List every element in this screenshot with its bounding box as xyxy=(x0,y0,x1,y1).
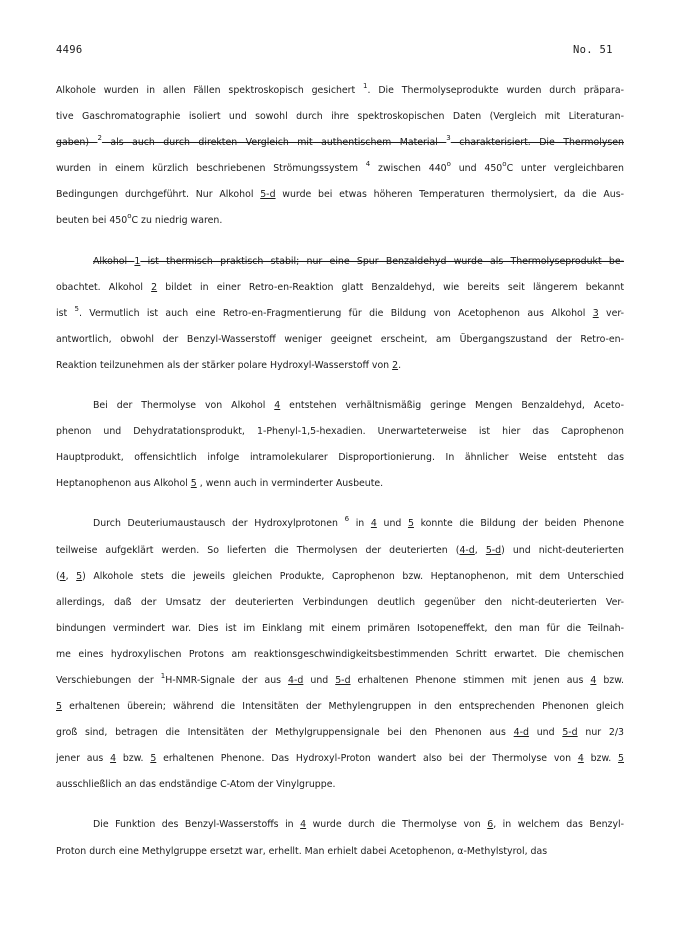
text-run: , xyxy=(474,544,486,556)
text-run: Durch Deuteriumaustausch der Hydroxylprotonen xyxy=(93,518,345,530)
text-run: erhaltenen Phenone stimmen mit jenen aus xyxy=(350,674,591,686)
superscript: 3 xyxy=(446,134,451,143)
text-run: bzw. xyxy=(596,674,624,686)
text-run: in xyxy=(349,518,371,530)
text-line xyxy=(56,419,624,445)
text-run: zwischen 440 xyxy=(370,163,447,175)
text-run: beuten bei 450 xyxy=(56,215,128,227)
text-run: und xyxy=(376,518,408,530)
text-line xyxy=(56,616,624,642)
text-line xyxy=(56,393,624,419)
paragraph xyxy=(56,78,624,235)
paragraph xyxy=(56,249,624,379)
text-run: bzw. xyxy=(583,753,619,765)
text-run: allerdings, daß der Umsatz der deuterierten Verbindungen deutlich gegenüber den nicht-deuterierten Ver- xyxy=(56,596,624,608)
superscript: 1 xyxy=(160,671,166,680)
text-line xyxy=(56,445,624,471)
compound-reference: 4-d xyxy=(288,674,304,686)
text-run: Heptanophenon aus Alkohol xyxy=(56,478,191,490)
text-run: . xyxy=(398,359,402,371)
text-run: , xyxy=(65,570,77,582)
compound-reference: 5-d xyxy=(562,727,578,739)
text-line xyxy=(56,249,624,275)
text-run: bindungen vermindert war. Dies ist im Einklang mit einem primären Isotopeneffekt, den man für die Teilnah- xyxy=(56,622,624,634)
text-line xyxy=(56,301,624,327)
compound-reference: 4-d xyxy=(459,544,475,556)
compound-reference: 4 xyxy=(300,819,307,831)
text-run: und 450 xyxy=(450,163,503,175)
compound-reference: 5 xyxy=(190,478,197,490)
text-run: ) und nicht-deuterierten xyxy=(501,544,624,556)
compound-reference: 5 xyxy=(56,701,62,713)
text-line xyxy=(56,694,624,720)
text-line xyxy=(56,668,624,694)
compound-reference: 5-d xyxy=(260,189,276,201)
text-run: ist thermisch praktisch stabil; nur eine Spur Benzaldehyd wurde als Thermolyseprodukt be- xyxy=(140,255,624,267)
text-run: gaben) xyxy=(56,137,98,149)
text-run: erhaltenen Phenone. Das Hydroxyl-Proton wandert also bei der Thermolyse von xyxy=(156,753,578,765)
text-run: antwortlich, obwohl der Benzyl-Wasserstoff weniger geeignet erscheint, am Übergangszustand der Retro-en- xyxy=(56,333,624,345)
text-run: Die Funktion des Benzyl-Wasserstoffs in xyxy=(93,819,301,831)
text-run: ausschließlich an das endständige C-Atom der Vinylgruppe. xyxy=(56,779,336,791)
text-run: und xyxy=(528,727,563,739)
compound-reference: 4 xyxy=(59,570,66,582)
compound-reference: 4-d xyxy=(513,727,529,739)
text-run: charakterisiert. Die Thermolysen xyxy=(450,137,624,149)
text-run: und xyxy=(303,674,336,686)
compound-reference: 2 xyxy=(151,281,158,293)
text-line xyxy=(56,564,624,590)
text-line xyxy=(56,746,624,772)
text-run: Hauptprodukt, offensichtlich infolge intramolekularer Disproportionierung. In ähnlicher Weise entsteht das xyxy=(56,452,624,464)
text-run: C zu niedrig waren. xyxy=(131,215,223,227)
text-run: bildet in einer Retro-en-Reaktion glatt Benzaldehyd, wie bereits seit längerem bekannt xyxy=(157,281,624,293)
superscript: 6 xyxy=(344,515,350,524)
superscript: 4 xyxy=(365,160,371,169)
text-run: bzw. xyxy=(116,753,151,765)
text-run: Alkohol xyxy=(93,255,135,267)
text-line xyxy=(56,471,624,497)
text-line xyxy=(56,78,624,104)
text-run: wurde durch die Thermolyse von xyxy=(306,819,488,831)
text-run: ist xyxy=(56,307,75,319)
compound-reference: 4 xyxy=(110,753,117,765)
text-run: teilweise aufgeklärt werden. So lieferten die Thermolysen der deuterierten ( xyxy=(56,544,460,556)
text-line xyxy=(56,130,624,156)
text-run: wurden in einem kürzlich beschriebenen Strömungssystem xyxy=(56,163,366,175)
text-run: . Vermutlich ist auch eine Retro-en-Fragmentierung für die Bildung von Acetophenon aus Alkohol xyxy=(78,307,593,319)
superscript: o xyxy=(446,160,451,169)
compound-reference: 5 xyxy=(76,570,83,582)
text-line xyxy=(56,720,624,746)
text-run: Bei der Thermolyse von Alkohol xyxy=(93,400,275,412)
text-line xyxy=(56,772,624,798)
compound-reference: 2 xyxy=(392,359,399,371)
text-run: ver- xyxy=(598,307,624,319)
compound-reference: 4 xyxy=(577,753,584,765)
page-number: 4496 xyxy=(56,44,83,56)
text-line xyxy=(56,182,624,208)
text-line xyxy=(56,327,624,353)
text-line xyxy=(56,590,624,616)
text-line xyxy=(56,353,624,379)
compound-reference: 4 xyxy=(590,674,597,686)
text-run: Verschiebungen der xyxy=(56,674,161,686)
body-text xyxy=(56,78,624,879)
text-line xyxy=(56,538,624,564)
paragraph xyxy=(56,812,624,864)
text-line xyxy=(56,642,624,668)
text-run: erhaltenen überein; während die Intensitäten der Methylengruppen in den entsprechenden Phenonen gleich xyxy=(61,701,624,713)
issue-number: No. 51 xyxy=(573,44,613,56)
superscript: o xyxy=(127,212,132,221)
text-line xyxy=(56,104,624,130)
text-run: . Die Thermolyseprodukte wurden durch präpara- xyxy=(367,85,624,96)
compound-reference: 5 xyxy=(407,518,414,530)
text-run: Alkohole wurden in allen Fällen spektroskopisch gesichert xyxy=(56,85,364,96)
compound-reference: 4 xyxy=(370,518,377,530)
compound-reference: 6 xyxy=(487,819,494,831)
text-line xyxy=(56,839,624,865)
text-run: ( xyxy=(56,570,60,582)
text-run: Proton durch eine Methylgruppe ersetzt war, erhellt. Man erhielt dabei Acetophenon, α-Methylstyrol, das xyxy=(56,845,548,857)
text-run: konnte die Bildung der beiden Phenone xyxy=(413,518,624,530)
text-run: , wenn auch in verminderter Ausbeute. xyxy=(196,478,384,490)
text-run: Reaktion teilzunehmen als der stärker polare Hydroxyl-Wasserstoff von xyxy=(56,359,393,371)
text-line xyxy=(56,812,624,838)
text-run: H-NMR-Signale der aus xyxy=(165,674,289,686)
paragraph xyxy=(56,393,624,497)
text-line xyxy=(56,156,624,182)
compound-reference: 4 xyxy=(274,400,281,412)
text-run: entstehen verhältnismäßig geringe Mengen Benzaldehyd, Aceto- xyxy=(280,400,624,412)
text-run: obachtet. Alkohol xyxy=(56,281,152,293)
paragraph xyxy=(56,511,624,798)
text-run: ) Alkohole stets die jeweils gleichen Produkte, Caprophenon bzw. Heptanophenon, mit dem Unterschied xyxy=(82,570,624,582)
text-run: jener aus xyxy=(56,753,111,765)
superscript: 1 xyxy=(363,82,368,90)
text-run: als auch durch direkten Vergleich mit authentischem Material xyxy=(101,137,447,149)
text-run: nur 2/3 xyxy=(577,727,624,739)
text-run: phenon und Dehydratationsprodukt, 1-Phenyl-1,5-hexadien. Unerwarteterweise ist hier das Caprophenon xyxy=(56,426,624,438)
text-run: , in welchem das Benzyl- xyxy=(493,819,624,831)
compound-reference: 5-d xyxy=(485,544,502,556)
text-run: groß sind, betragen die Intensitäten der Methylgruppensignale bei den Phenonen aus xyxy=(56,727,514,739)
superscript: o xyxy=(502,160,507,169)
superscript: 2 xyxy=(97,134,102,143)
text-line xyxy=(56,208,624,234)
compound-reference: 3 xyxy=(592,307,599,319)
text-run: me eines hydroxylischen Protons am reaktionsgeschwindigkeitsbestimmenden Schritt erwartet. Die chemischen xyxy=(56,648,624,660)
text-line xyxy=(56,275,624,301)
compound-reference: 1 xyxy=(134,255,141,267)
text-line xyxy=(56,511,624,537)
compound-reference: 5 xyxy=(150,753,157,765)
superscript: 5 xyxy=(74,304,79,313)
compound-reference: 5-d xyxy=(335,674,351,686)
compound-reference: 5 xyxy=(618,753,624,765)
text-run: C unter vergleichbaren xyxy=(506,163,624,175)
text-run: Bedingungen durchgeführt. Nur Alkohol xyxy=(56,189,261,201)
text-run: tive Gaschromatographie isoliert und sowohl durch ihre spektroskopischen Daten (Vergleich mit Literaturan- xyxy=(56,111,624,123)
text-run: wurde bei etwas höheren Temperaturen thermolysiert, da die Aus- xyxy=(275,189,624,201)
